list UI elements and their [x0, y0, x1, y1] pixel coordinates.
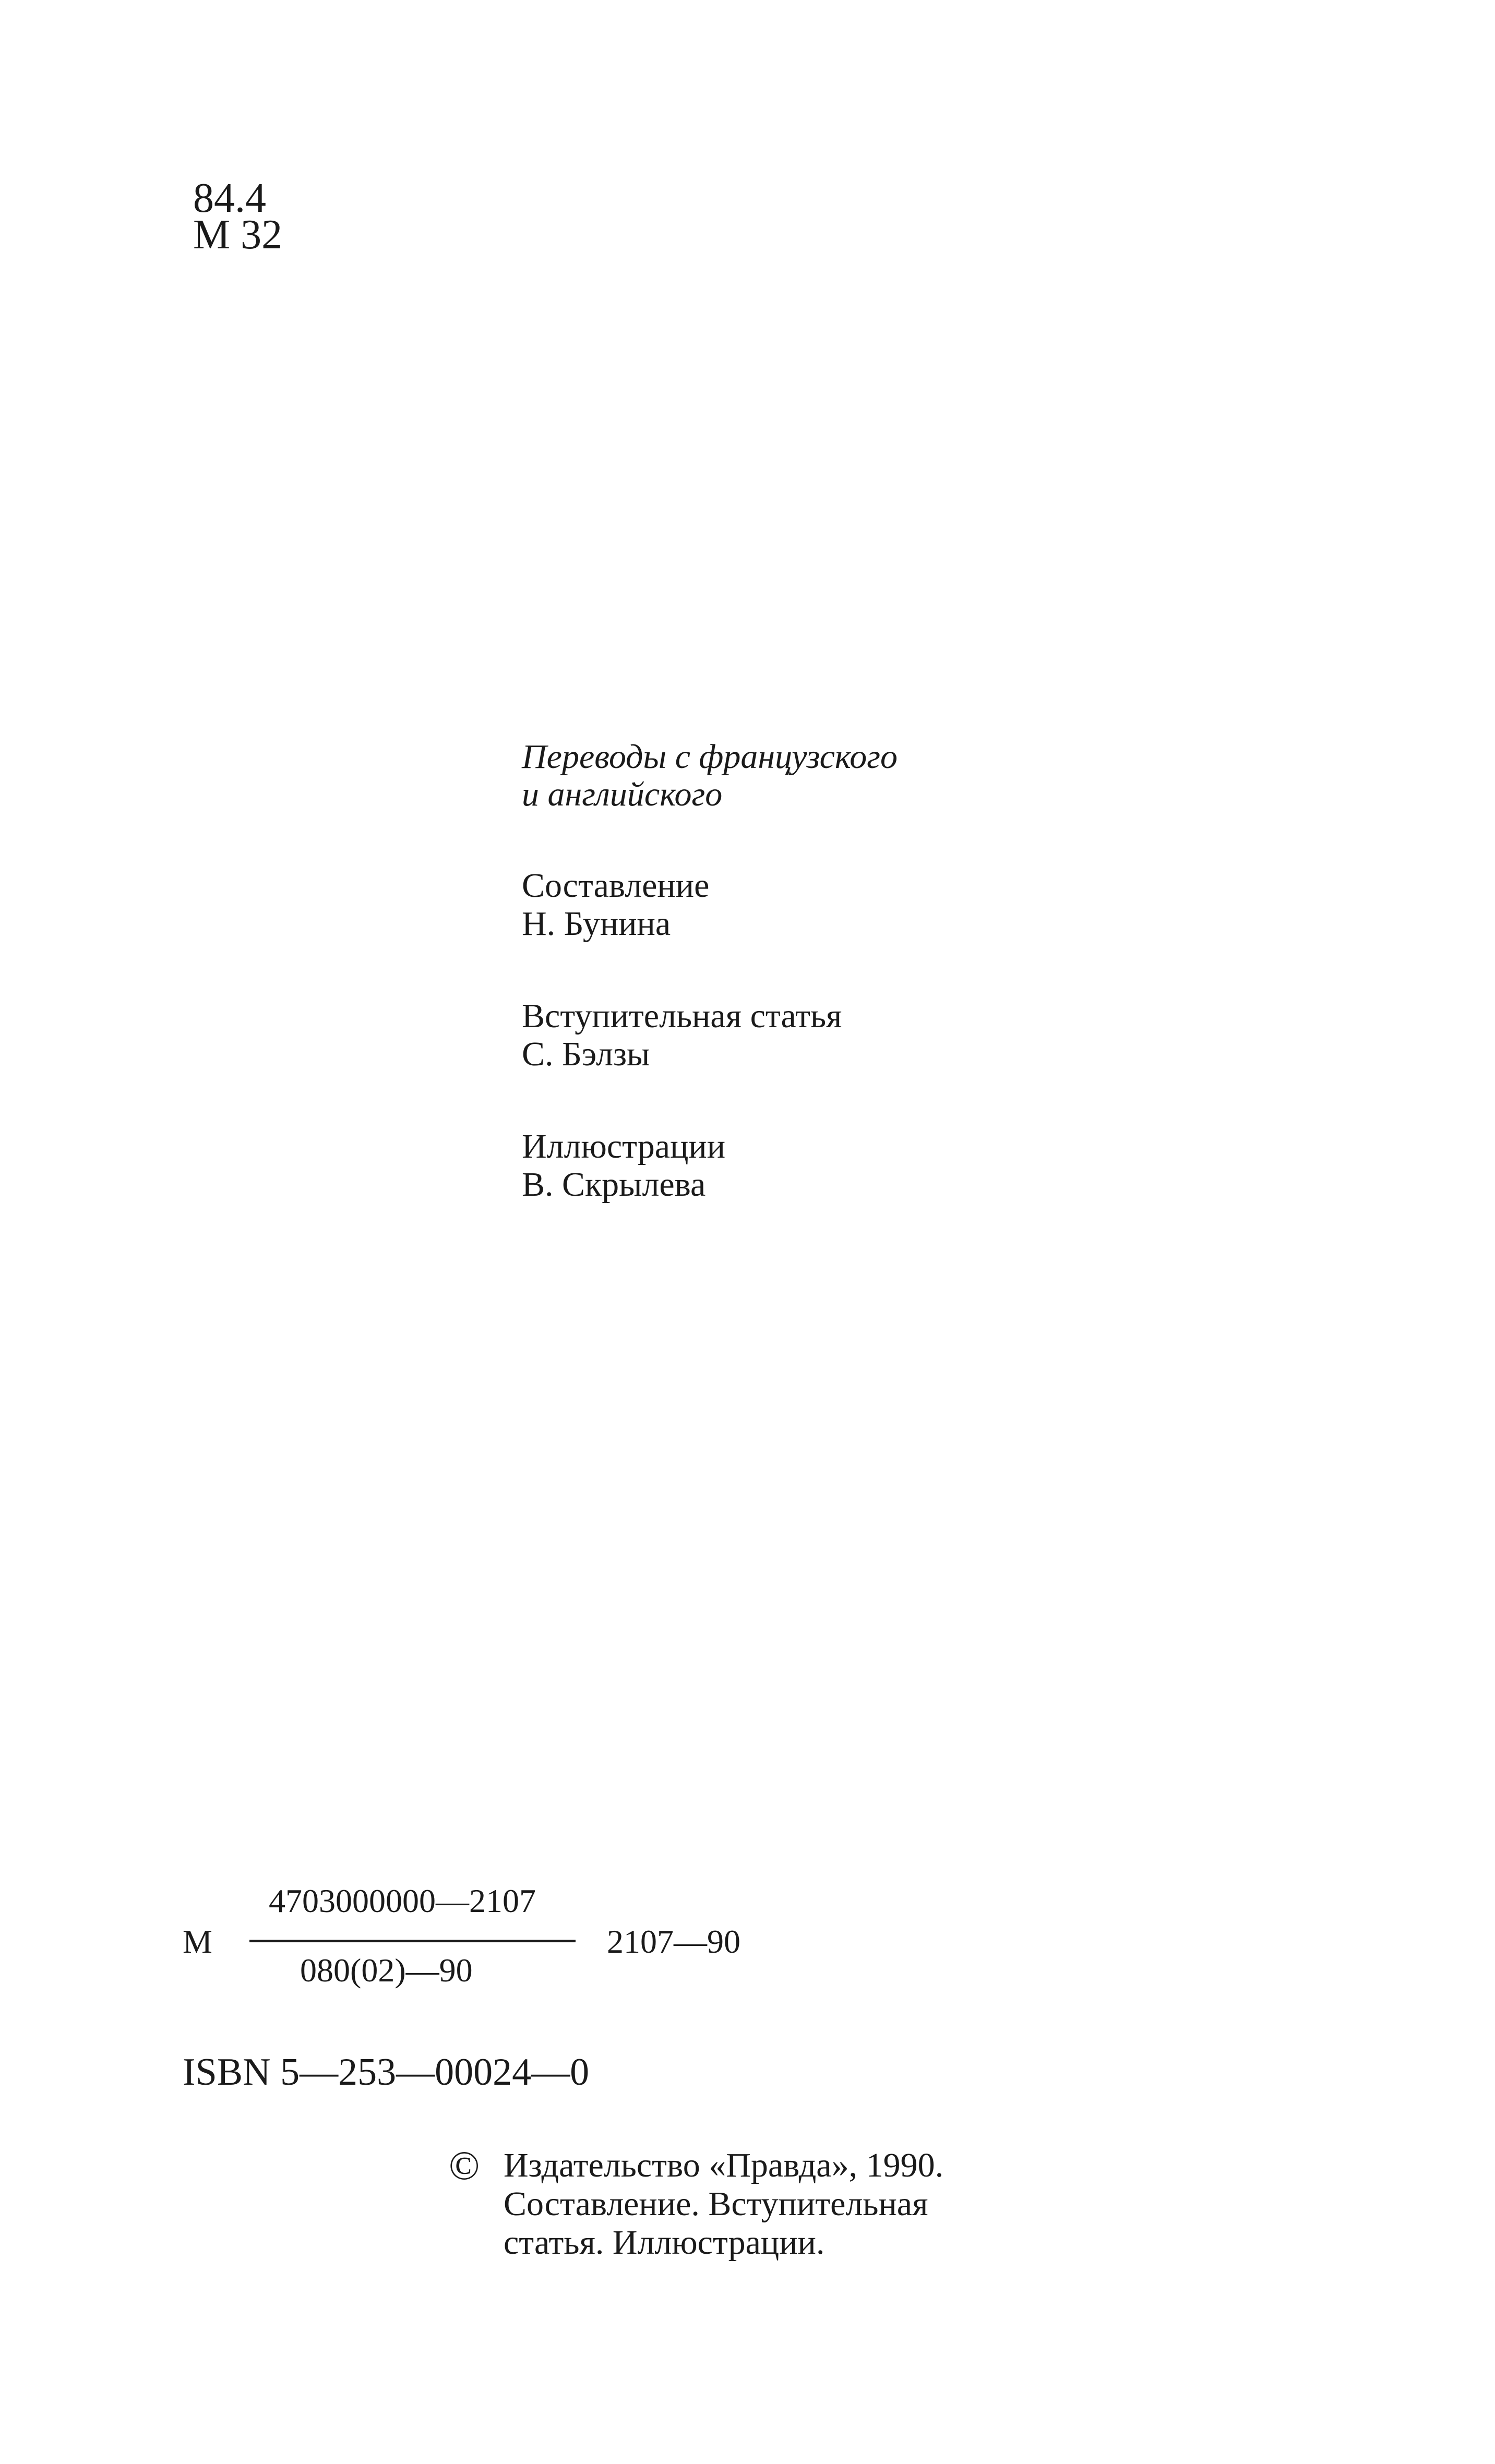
introduction-role: Вступительная статья	[522, 997, 842, 1035]
copyright-symbol: ©	[449, 2143, 480, 2188]
compiler-name: Н. Бунина	[522, 905, 671, 943]
catalog-denominator: 080(02)—90	[300, 1952, 473, 1989]
author-mark: М 32	[193, 212, 283, 258]
copyright-line1: Издательство «Правда», 1990.	[504, 2146, 944, 2184]
illustrator-name: В. Скрылева	[522, 1165, 706, 1204]
fraction-rule	[249, 1940, 576, 1942]
compiler-role: Составление	[522, 867, 710, 905]
catalog-letter: М	[183, 1923, 212, 1960]
isbn-number: ISBN 5—253—00024—0	[183, 2051, 590, 2094]
illustrations-role: Иллюстрации	[522, 1127, 726, 1165]
catalog-suffix: 2107—90	[607, 1923, 740, 1960]
bbk-index: 84.4	[193, 175, 266, 221]
translation-note-line2: и английского	[522, 775, 723, 813]
copyright-line2: Составление. Вступительная	[504, 2185, 928, 2223]
catalog-numerator: 4703000000—2107	[269, 1882, 536, 1919]
copyright-line3: статья. Иллюстрации.	[504, 2223, 825, 2262]
translation-note-line1: Переводы с французского	[522, 738, 898, 776]
introduction-author: С. Бэлзы	[522, 1035, 650, 1073]
